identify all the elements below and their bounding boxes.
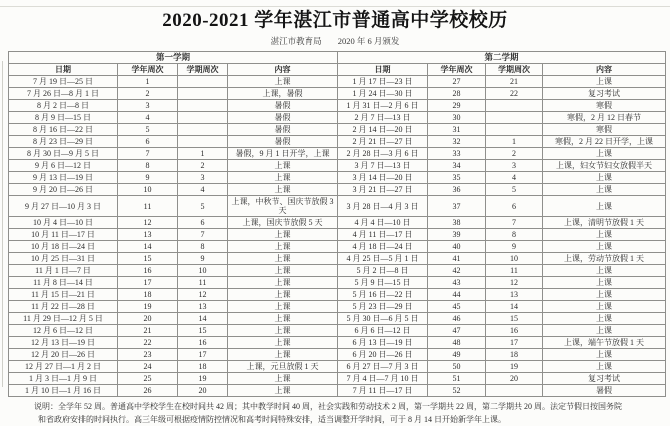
semester1-header: 第一学期	[9, 52, 338, 64]
s1-year-week-cell: 19	[118, 301, 178, 313]
s2-content-cell: 上课	[543, 361, 666, 373]
s2-date-cell: 2 月 7 日—13 日	[338, 112, 428, 124]
s1-content-cell: 上课	[228, 313, 338, 325]
s1-date-cell: 8 月 30 日—9 月 5 日	[9, 148, 118, 160]
subtitle	[0, 35, 670, 47]
s1-date-cell: 11 月 29 日—12 月 5 日	[9, 313, 118, 325]
s2-content-cell: 寒假，2 月 12 日春节	[543, 112, 666, 124]
s1-year-week-cell: 11	[118, 196, 178, 217]
s2-date-cell: 4 月 25 日—5 月 1 日	[338, 253, 428, 265]
s2-term-week-cell	[486, 112, 543, 124]
s1-date-cell: 11 月 15 日—21 日	[9, 289, 118, 301]
calendar-week-row	[9, 349, 666, 361]
s2-year-week-cell: 52	[428, 385, 486, 397]
calendar-week-row	[9, 361, 666, 373]
s1-year-week-cell: 5	[118, 124, 178, 136]
s1-year-week-cell: 9	[118, 172, 178, 184]
calendar-week-row	[9, 148, 666, 160]
s2-term-week-cell: 2	[486, 148, 543, 160]
s1-content-cell: 上课	[228, 277, 338, 289]
s1-content-cell: 暑假	[228, 136, 338, 148]
s2-year-week-cell: 36	[428, 184, 486, 196]
s2-date-cell: 3 月 21 日—27 日	[338, 184, 428, 196]
s2-date-cell: 4 月 18 日—24 日	[338, 241, 428, 253]
s1-year-week-cell: 10	[118, 184, 178, 196]
s2-date-cell: 3 月 28 日—4 月 3 日	[338, 196, 428, 217]
s1-date-cell: 7 月 19 日—25 日	[9, 76, 118, 88]
s1-content-cell: 上课	[228, 301, 338, 313]
s1-term-week-cell: 13	[178, 301, 228, 313]
s2-year-week-cell: 34	[428, 160, 486, 172]
s2-date-cell: 2 月 14 日—20 日	[338, 124, 428, 136]
s1-term-week-cell: 12	[178, 289, 228, 301]
s2-content-cell: 上课	[543, 301, 666, 313]
s2-year-week-cell: 44	[428, 289, 486, 301]
s2-date-cell: 1 月 17 日—23 日	[338, 76, 428, 88]
s1-year-week-cell: 1	[118, 76, 178, 88]
s2-year-week-cell: 50	[428, 361, 486, 373]
s1-term-week-cell: 15	[178, 325, 228, 337]
s2-term-week-cell: 18	[486, 349, 543, 361]
s1-term-week-cell: 7	[178, 229, 228, 241]
page-title: 2020-2021 学年湛江市普通高中学校校历	[162, 10, 508, 31]
calendar-week-row	[9, 217, 666, 229]
s1-term-week-cell	[178, 76, 228, 88]
s2-year-week-cell: 32	[428, 136, 486, 148]
s1-term-week-cell	[178, 100, 228, 112]
s1-date-column-header: 日期	[9, 64, 118, 76]
s1-year-week-cell: 13	[118, 229, 178, 241]
s2-content-cell: 上课，清明节放假 1 天	[543, 217, 666, 229]
s1-term-week-cell: 5	[178, 196, 228, 217]
s1-year-week-cell: 4	[118, 112, 178, 124]
s1-term-week-cell	[178, 112, 228, 124]
issuer-label: 湛江市教育局	[270, 36, 322, 46]
s2-content-cell: 复习考试	[543, 373, 666, 385]
s2-year-week-cell: 35	[428, 172, 486, 184]
s2-content-cell: 上课	[543, 313, 666, 325]
s1-content-cell: 上课	[228, 160, 338, 172]
s1-content-cell: 上课，中秋节、国庆节放假 3 天	[228, 196, 338, 217]
s1-date-cell: 10 月 11 日—17 日	[9, 229, 118, 241]
s2-date-cell: 5 月 2 日—8 日	[338, 265, 428, 277]
calendar-week-row	[9, 184, 666, 196]
calendar-week-row	[9, 373, 666, 385]
calendar-week-row	[9, 241, 666, 253]
calendar-week-row	[9, 325, 666, 337]
s1-date-cell: 12 月 20 日—26 日	[9, 349, 118, 361]
s2-date-cell: 2 月 28 日—3 月 6 日	[338, 148, 428, 160]
footnote-line1: 说明：全学年 52 周。普通高中学校学生在校时间共 42 周；其中教学时间 40 周，社会实践和劳动技术 2 周，第一学期共 22 周，第二学期共 20 周。法定节假日按国务院	[34, 402, 622, 411]
s1-term-week-cell: 4	[178, 184, 228, 196]
s2-term-week-cell: 4	[486, 172, 543, 184]
s1-date-cell: 9 月 6 日—12 日	[9, 160, 118, 172]
s1-term-week-cell: 3	[178, 172, 228, 184]
s1-content-cell: 上课，暑假	[228, 88, 338, 100]
s2-term-week-cell: 5	[486, 184, 543, 196]
calendar-week-row	[9, 301, 666, 313]
s2-content-cell: 寒假	[543, 124, 666, 136]
s2-date-cell: 7 月 11 日—17 日	[338, 385, 428, 397]
s2-term-week-column-header: 学期周次	[486, 64, 543, 76]
s2-date-cell: 5 月 9 日—15 日	[338, 277, 428, 289]
s1-date-cell: 7 月 26 日—8 月 1 日	[9, 88, 118, 100]
s1-year-week-cell: 25	[118, 373, 178, 385]
s1-term-week-cell: 1	[178, 148, 228, 160]
s2-term-week-cell: 1	[486, 136, 543, 148]
s2-date-cell: 2 月 21 日—27 日	[338, 136, 428, 148]
s1-content-cell: 暑假	[228, 112, 338, 124]
s1-date-cell: 10 月 4 日—10 日	[9, 217, 118, 229]
s1-date-cell: 1 月 3 日—1 月 9 日	[9, 373, 118, 385]
s2-term-week-cell	[486, 124, 543, 136]
s1-term-week-cell: 11	[178, 277, 228, 289]
s2-year-week-cell: 42	[428, 265, 486, 277]
s2-year-week-cell: 43	[428, 277, 486, 289]
calendar-week-row	[9, 337, 666, 349]
s1-term-week-cell: 2	[178, 160, 228, 172]
s1-term-week-cell	[178, 88, 228, 100]
calendar-week-row	[9, 229, 666, 241]
s2-year-week-cell: 46	[428, 313, 486, 325]
s1-year-week-cell: 26	[118, 385, 178, 397]
s2-content-cell: 上课	[543, 172, 666, 184]
s1-date-cell: 12 月 6 日—12 日	[9, 325, 118, 337]
s2-term-week-cell: 14	[486, 301, 543, 313]
s2-year-week-cell: 47	[428, 325, 486, 337]
s1-year-week-cell: 15	[118, 253, 178, 265]
s2-year-week-cell: 45	[428, 301, 486, 313]
s1-content-cell: 上课，元旦放假 1 天	[228, 361, 338, 373]
s1-date-cell: 8 月 2 日—8 日	[9, 100, 118, 112]
s2-date-cell: 5 月 16 日—22 日	[338, 289, 428, 301]
calendar-week-row	[9, 172, 666, 184]
s2-content-cell: 上课，劳动节放假 1 天	[543, 253, 666, 265]
s1-content-cell: 上课	[228, 289, 338, 301]
s2-year-week-cell: 48	[428, 337, 486, 349]
s2-date-cell: 1 月 24 日—30 日	[338, 88, 428, 100]
s2-content-cell: 上课	[543, 148, 666, 160]
s2-year-week-cell: 27	[428, 76, 486, 88]
s1-year-week-cell: 16	[118, 265, 178, 277]
s1-content-cell: 上课，国庆节放假 5 天	[228, 217, 338, 229]
s2-content-cell: 上课	[543, 241, 666, 253]
s2-term-week-cell: 11	[486, 265, 543, 277]
s1-year-week-cell: 8	[118, 160, 178, 172]
s1-term-week-cell	[178, 136, 228, 148]
s1-year-week-cell: 3	[118, 100, 178, 112]
s2-content-cell: 上课	[543, 325, 666, 337]
s1-year-week-cell: 24	[118, 361, 178, 373]
s2-year-week-cell: 41	[428, 253, 486, 265]
s2-date-cell: 5 月 23 日—29 日	[338, 301, 428, 313]
s1-term-week-cell: 9	[178, 253, 228, 265]
s1-date-cell: 8 月 23 日—29 日	[9, 136, 118, 148]
calendar-week-row	[9, 385, 666, 397]
s1-term-week-column-header: 学期周次	[178, 64, 228, 76]
s1-term-week-cell: 14	[178, 313, 228, 325]
s2-term-week-cell: 19	[486, 361, 543, 373]
s1-date-cell: 9 月 20 日—26 日	[9, 184, 118, 196]
s2-term-week-cell: 9	[486, 241, 543, 253]
s1-year-week-cell: 7	[118, 148, 178, 160]
s2-year-week-cell: 39	[428, 229, 486, 241]
calendar-document	[0, 5, 670, 426]
s1-term-week-cell: 19	[178, 373, 228, 385]
s2-year-week-cell: 40	[428, 241, 486, 253]
s1-content-cell: 上课	[228, 184, 338, 196]
s2-term-week-cell: 7	[486, 217, 543, 229]
s2-content-cell: 寒假	[543, 100, 666, 112]
s2-term-week-cell: 20	[486, 373, 543, 385]
s1-year-week-cell: 20	[118, 313, 178, 325]
s2-term-week-cell: 10	[486, 253, 543, 265]
s1-content-cell: 上课	[228, 325, 338, 337]
s2-term-week-cell: 6	[486, 196, 543, 217]
calendar-week-row	[9, 253, 666, 265]
s2-date-cell: 6 月 20 日—26 日	[338, 349, 428, 361]
s2-content-column-header: 内容	[543, 64, 666, 76]
s2-year-week-cell: 51	[428, 373, 486, 385]
s2-date-column-header: 日期	[338, 64, 428, 76]
s1-date-cell: 1 月 10 日—1 月 16 日	[9, 385, 118, 397]
calendar-week-row	[9, 136, 666, 148]
s1-date-cell: 11 月 1 日—7 日	[9, 265, 118, 277]
s2-content-cell: 寒假，2 月 22 日开学，上课	[543, 136, 666, 148]
s1-content-cell: 上课	[228, 253, 338, 265]
s2-term-week-cell: 22	[486, 88, 543, 100]
s1-content-cell: 上课	[228, 373, 338, 385]
s2-content-cell: 上课	[543, 277, 666, 289]
s2-term-week-cell: 15	[486, 313, 543, 325]
s2-year-week-cell: 30	[428, 112, 486, 124]
s2-term-week-cell: 21	[486, 76, 543, 88]
s2-date-cell: 1 月 31 日—2 月 6 日	[338, 100, 428, 112]
s1-term-week-cell: 16	[178, 337, 228, 349]
s1-year-week-column-header: 学年周次	[118, 64, 178, 76]
calendar-week-row	[9, 289, 666, 301]
s2-content-cell: 上课	[543, 265, 666, 277]
s1-date-cell: 9 月 13 日—19 日	[9, 172, 118, 184]
calendar-week-row	[9, 88, 666, 100]
s1-year-week-cell: 23	[118, 349, 178, 361]
s1-term-week-cell: 10	[178, 265, 228, 277]
s1-term-week-cell	[178, 124, 228, 136]
s2-term-week-cell: 3	[486, 160, 543, 172]
s1-content-cell: 上课	[228, 229, 338, 241]
s1-date-cell: 8 月 9 日—15 日	[9, 112, 118, 124]
s1-date-cell: 10 月 25 日—31 日	[9, 253, 118, 265]
s1-year-week-cell: 6	[118, 136, 178, 148]
school-calendar-table	[8, 51, 666, 397]
s2-date-cell: 6 月 6 日—12 日	[338, 325, 428, 337]
s1-date-cell: 10 月 18 日—24 日	[9, 241, 118, 253]
s2-content-cell: 上课	[543, 196, 666, 217]
s1-term-week-cell: 20	[178, 385, 228, 397]
s2-content-cell: 上课，端午节放假 1 天	[543, 337, 666, 349]
scan-artifact-top-edge	[0, 6, 670, 7]
s1-year-week-cell: 22	[118, 337, 178, 349]
calendar-week-row	[9, 124, 666, 136]
s2-date-cell: 7 月 4 日—7 月 10 日	[338, 373, 428, 385]
s1-content-cell: 暑假	[228, 100, 338, 112]
s1-year-week-cell: 14	[118, 241, 178, 253]
s1-content-cell: 上课	[228, 241, 338, 253]
s1-date-cell: 9 月 27 日—10 月 3 日	[9, 196, 118, 217]
s2-date-cell: 3 月 14 日—20 日	[338, 172, 428, 184]
s1-date-cell: 11 月 8 日—14 日	[9, 277, 118, 289]
s2-content-cell: 上课	[543, 229, 666, 241]
s1-term-week-cell: 18	[178, 361, 228, 373]
s2-year-week-cell: 28	[428, 88, 486, 100]
s2-content-cell: 上课	[543, 289, 666, 301]
s2-content-cell: 复习考试	[543, 88, 666, 100]
s1-date-cell: 8 月 16 日—22 日	[9, 124, 118, 136]
s1-content-cell: 上课	[228, 349, 338, 361]
s1-date-cell: 12 月 27 日—1 月 2 日	[9, 361, 118, 373]
s2-content-cell: 上课	[543, 349, 666, 361]
scan-artifact-left-edge	[2, 61, 3, 387]
s1-content-cell: 上课	[228, 76, 338, 88]
s1-year-week-cell: 18	[118, 289, 178, 301]
s1-content-cell: 上课	[228, 337, 338, 349]
s1-term-week-cell: 6	[178, 217, 228, 229]
s2-term-week-cell: 16	[486, 325, 543, 337]
calendar-week-row	[9, 100, 666, 112]
calendar-week-row	[9, 160, 666, 172]
s1-content-cell: 暑假，9 月 1 日开学，上课	[228, 148, 338, 160]
s2-date-cell: 4 月 4 日—10 日	[338, 217, 428, 229]
s2-content-cell: 上课	[543, 76, 666, 88]
calendar-week-row	[9, 112, 666, 124]
s2-content-cell: 暑假	[543, 385, 666, 397]
s2-year-week-cell: 38	[428, 217, 486, 229]
s1-content-cell: 上课	[228, 385, 338, 397]
s2-year-week-cell: 49	[428, 349, 486, 361]
calendar-week-row	[9, 277, 666, 289]
s1-date-cell: 12 月 13 日—19 日	[9, 337, 118, 349]
s2-term-week-cell	[486, 100, 543, 112]
s2-term-week-cell: 13	[486, 289, 543, 301]
s1-term-week-cell: 17	[178, 349, 228, 361]
s1-content-cell: 上课	[228, 265, 338, 277]
s2-date-cell: 6 月 27 日—7 月 3 日	[338, 361, 428, 373]
s1-year-week-cell: 2	[118, 88, 178, 100]
s2-year-week-column-header: 学年周次	[428, 64, 486, 76]
s2-content-cell: 上课	[543, 184, 666, 196]
s1-content-cell: 上课	[228, 172, 338, 184]
s1-content-cell: 暑假	[228, 124, 338, 136]
s2-year-week-cell: 37	[428, 196, 486, 217]
s2-date-cell: 5 月 30 日—6 月 5 日	[338, 313, 428, 325]
s1-year-week-cell: 21	[118, 325, 178, 337]
s2-date-cell: 6 月 13 日—19 日	[338, 337, 428, 349]
issue-date-label: 2020 年 6 月颁发	[337, 36, 400, 46]
s1-year-week-cell: 17	[118, 277, 178, 289]
s1-year-week-cell: 12	[118, 217, 178, 229]
s2-year-week-cell: 31	[428, 124, 486, 136]
s1-date-cell: 11 月 22 日—28 日	[9, 301, 118, 313]
s2-date-cell: 3 月 7 日—13 日	[338, 160, 428, 172]
calendar-week-row	[9, 76, 666, 88]
calendar-week-row	[9, 313, 666, 325]
s1-content-column-header: 内容	[228, 64, 338, 76]
s2-year-week-cell: 33	[428, 148, 486, 160]
s2-term-week-cell: 17	[486, 337, 543, 349]
calendar-week-row	[9, 196, 666, 217]
footnote-line2: 和省政府安排的时间执行。高三年级可根据疫情防控情况和高考时间特殊安排，适当调整开学时间，可于 8 月 14 日开始新学年上课。	[38, 415, 506, 424]
footnote	[34, 400, 660, 426]
s2-content-cell: 上课，妇女节妇女放假半天	[543, 160, 666, 172]
s1-term-week-cell: 8	[178, 241, 228, 253]
s2-year-week-cell: 29	[428, 100, 486, 112]
s2-date-cell: 4 月 11 日—17 日	[338, 229, 428, 241]
semester2-header: 第二学期	[338, 52, 666, 64]
calendar-week-row	[9, 265, 666, 277]
s2-term-week-cell	[486, 385, 543, 397]
s2-term-week-cell: 8	[486, 229, 543, 241]
s2-term-week-cell: 12	[486, 277, 543, 289]
